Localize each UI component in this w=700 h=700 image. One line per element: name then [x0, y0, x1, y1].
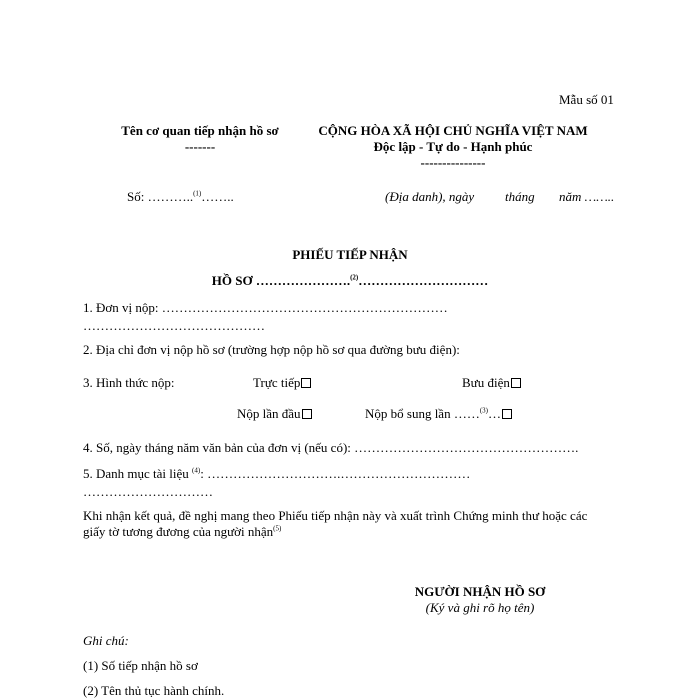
number-field	[127, 189, 234, 205]
form-title: PHIẾU TIẾP NHẬN	[292, 247, 408, 262]
agency-name: Tên cơ quan tiếp nhận hồ sơ	[121, 123, 279, 138]
field-documents-cont: …………………………	[83, 484, 213, 499]
national-title: CỘNG HÒA XÃ HỘI CHỦ NGHĨA VIỆT NAM	[318, 123, 588, 138]
field-document-number: 4. Số, ngày tháng năm văn bản của đơn vị (nếu có): …………………………………………….	[83, 440, 579, 455]
note-item-1: (1) Số tiếp nhận hồ sơ	[83, 658, 198, 673]
field-unit-cont: ……………………………………	[83, 318, 265, 333]
notice-line-1: Khi nhận kết quả, đề nghị mang theo Phiếu tiếp nhận này và xuất trình Chứng minh thư hoặc các	[83, 508, 588, 523]
option-extra: Nộp bổ sung lần ……$^{(3)}$…	[365, 406, 512, 422]
agency-dashes: -------	[184, 139, 216, 154]
number-after: ……..	[201, 189, 234, 204]
notes-heading: Ghi chú:	[83, 633, 129, 648]
option-direct: Trực tiếp	[253, 375, 311, 391]
notice-line-2: giấy tờ tương đương của người nhận$^{(5)}$	[83, 524, 282, 539]
checkbox-post[interactable]	[511, 378, 521, 388]
signature-hint: (Ký và ghi rõ họ tên)	[425, 600, 535, 615]
signature-title: NGƯỜI NHẬN HỒ SƠ	[414, 584, 546, 599]
field-address: 2. Địa chỉ đơn vị nộp hồ sơ (trường hợp nộp hồ sơ qua đường bưu điện):	[83, 342, 460, 357]
note-item-2: (2) Tên thủ tục hành chính.	[83, 683, 225, 698]
checkbox-extra[interactable]	[502, 409, 512, 419]
national-motto: Độc lập - Tự do - Hạnh phúc	[373, 139, 533, 154]
field-documents: 5. Danh mục tài liệu $^{(4)}$: ………………………….…………………………	[83, 466, 471, 481]
checkbox-first[interactable]	[302, 409, 312, 419]
form-code: Mẫu số 01	[559, 92, 614, 107]
number-label: Số: ………..	[127, 189, 194, 204]
checkbox-direct[interactable]	[301, 378, 311, 388]
form-subtitle: HỒ SƠ ………………….$^{(2)}$…………………………	[211, 273, 489, 288]
date-year: năm ……..	[559, 189, 615, 204]
national-dashes: ---------------	[420, 155, 486, 170]
number-note: (1)	[193, 189, 202, 198]
place-date: (Địa danh), ngày	[385, 189, 475, 204]
option-post: Bưu điện	[462, 375, 521, 391]
option-first: Nộp lần đầu	[237, 406, 312, 422]
date-month: tháng	[505, 189, 535, 204]
field-unit: 1. Đơn vị nộp: …………………………………………………………	[83, 300, 448, 315]
field-method: 3. Hình thức nộp:	[83, 375, 175, 390]
